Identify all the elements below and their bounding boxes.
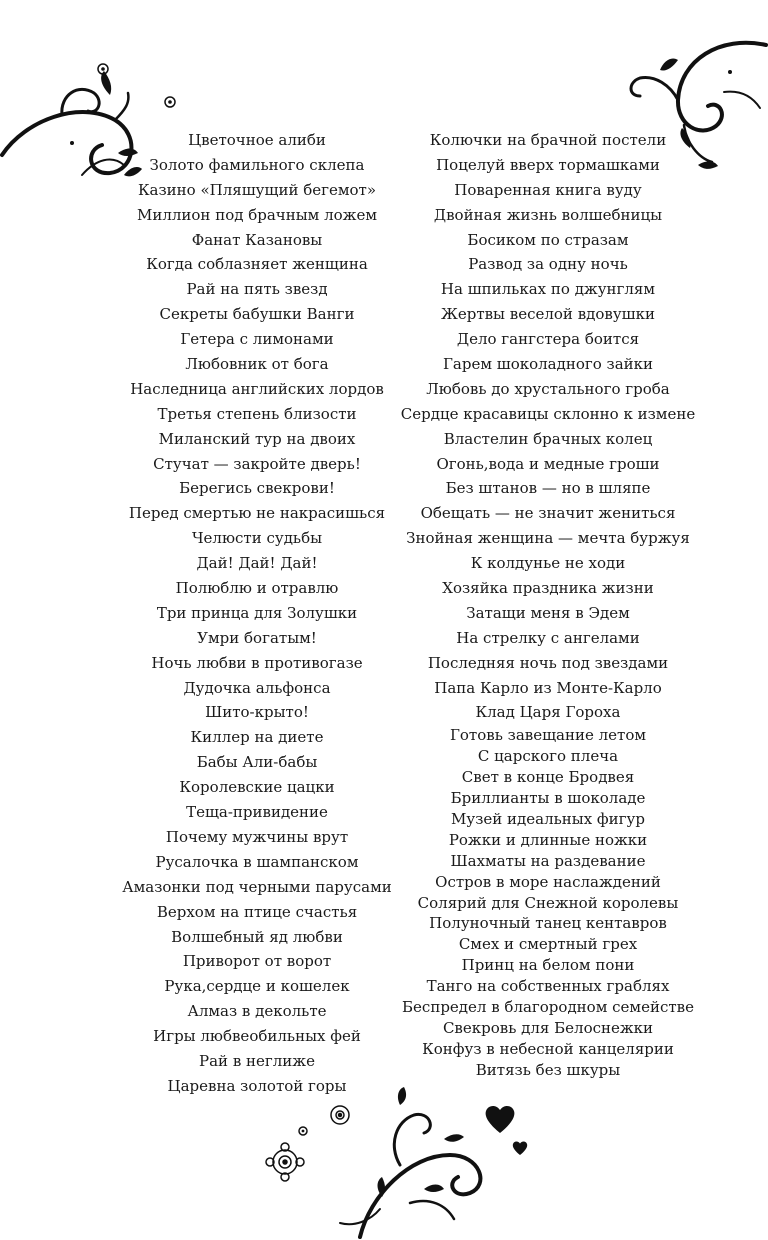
book-title: Дудочка альфонса — [183, 678, 331, 697]
book-title: Амазонки под черными парусами — [122, 877, 392, 896]
book-title: Хозяйка праздника жизни — [442, 579, 654, 598]
book-title: Наследница английских лордов — [130, 379, 384, 398]
book-title: Огонь,вода и медные гроши — [436, 454, 660, 473]
heart-icon — [486, 1106, 515, 1133]
book-title: Любовь до хрустального гроба — [426, 379, 670, 398]
book-title: Золото фамильного склепа — [149, 155, 365, 174]
book-title: Дай! Дай! Дай! — [196, 554, 318, 573]
book-title: Конфуз в небесной канцелярии — [422, 1039, 674, 1058]
book-title: Рожки и длинные ножки — [448, 830, 648, 849]
book-title: Царевна золотой горы — [167, 1076, 347, 1095]
book-title: Без штанов — но в шляпе — [445, 479, 651, 498]
book-title: Знойная женщина — мечта буржуя — [406, 529, 690, 548]
book-title: Клад Царя Гороха — [475, 703, 621, 722]
book-title: Последняя ночь под звездами — [427, 653, 669, 672]
book-title: Верхом на птице счастья — [156, 902, 358, 921]
book-title: Теща-привидение — [186, 803, 328, 822]
book-title: Поцелуй вверх тормашками — [436, 155, 660, 174]
book-title: Властелин брачных колец — [443, 429, 653, 448]
book-title: Полуночный танец кентавров — [429, 914, 667, 933]
book-title: Почему мужчины врут — [165, 827, 349, 846]
flower-icon — [266, 1143, 304, 1181]
book-title: Полюблю и отравлю — [175, 579, 339, 598]
book-title: Королевские цацки — [179, 778, 335, 797]
book-title: Челюсти судьбы — [191, 529, 323, 548]
book-title: Босиком по стразам — [467, 230, 629, 249]
book-title: Солярий для Снежной королевы — [417, 893, 679, 912]
book-title: Шахматы на раздевание — [450, 851, 646, 870]
book-title: С царского плеча — [477, 747, 619, 766]
book-list-left — [118, 128, 396, 1099]
book-title: Беспредел в благородном семействе — [402, 997, 694, 1016]
book-title: Колючки на брачной постели — [429, 131, 667, 149]
book-title: Алмаз в декольте — [187, 1002, 327, 1021]
book-title: Игры любвеобильных фей — [153, 1027, 361, 1046]
book-title: Готовь завещание летом — [449, 726, 647, 745]
book-title: Музей идеальных фигур — [451, 809, 645, 828]
book-title: Сердце красавицы склонно к измене — [400, 404, 696, 423]
book-title: Рука,сердце и кошелек — [164, 977, 350, 996]
book-title: Третья степень близости — [157, 404, 357, 423]
book-title: Папа Карло из Монте-Карло — [434, 678, 662, 697]
book-title: Поваренная книга вуду — [454, 180, 642, 199]
swirl-ornament-bottom — [250, 1085, 560, 1240]
book-title: Свекровь для Белоснежки — [442, 1018, 654, 1037]
book-title: Свет в конце Бродвея — [461, 768, 635, 787]
book-title: Стучат — закройте дверь! — [153, 454, 361, 473]
book-title: К колдунье не ходи — [470, 554, 626, 573]
book-title: Фанат Казановы — [191, 230, 323, 249]
book-title: Бриллианты в шоколаде — [450, 789, 646, 808]
book-title: Приворот от ворот — [182, 952, 332, 971]
book-title: Миллион под брачным ложем — [136, 205, 377, 224]
book-title: Гетера с лимонами — [180, 330, 334, 349]
book-title: Цветочное алиби — [188, 131, 326, 149]
book-title: Остров в море наслаждений — [435, 872, 661, 891]
book-title: На стрелку с ангелами — [456, 628, 640, 647]
book-title: Рай в неглиже — [199, 1051, 315, 1070]
book-title: Секреты бабушки Ванги — [159, 305, 355, 324]
book-title: Жертвы веселой вдовушки — [440, 305, 655, 324]
book-title: Дело гангстера боится — [456, 330, 640, 349]
book-title: Киллер на диете — [190, 728, 324, 747]
book-title: Двойная жизнь волшебницы — [433, 205, 663, 224]
book-title: На шпильках по джунглям — [440, 280, 656, 299]
book-title: Русалочка в шампанском — [155, 852, 359, 871]
book-title: Любовник от бога — [185, 355, 329, 374]
book-title: Развод за одну ночь — [468, 255, 628, 274]
book-title: Берегись свекрови! — [179, 479, 335, 498]
book-list-right — [400, 128, 696, 1081]
book-title: Казино «Пляшущий бегемот» — [137, 180, 377, 199]
book-title: Затащи меня в Эдем — [466, 603, 630, 622]
book-title: Гарем шоколадного зайки — [442, 355, 654, 374]
book-title: Умри богатым! — [197, 628, 317, 647]
book-title: Рай на пять звезд — [186, 280, 328, 299]
book-title: Когда соблазняет женщина — [146, 255, 368, 274]
book-title: Витязь без шкуры — [475, 1060, 621, 1079]
book-title: Миланский тур на двоих — [158, 429, 356, 448]
book-title: Три принца для Золушки — [156, 603, 358, 622]
book-title: Волшебный яд любви — [171, 927, 343, 946]
book-title: Шито-крыто! — [205, 703, 309, 722]
book-title: Принц на белом пони — [461, 956, 635, 975]
book-title: Смех и смертный грех — [458, 935, 638, 954]
book-title: Ночь любви в противогазе — [151, 653, 363, 672]
book-title: Перед смертью не накрасишься — [128, 504, 386, 523]
flower-icon — [331, 1106, 349, 1124]
book-title: Танго на собственных граблях — [426, 977, 670, 996]
flower-icon — [299, 1127, 307, 1135]
heart-icon — [513, 1141, 527, 1155]
flower-icon — [165, 97, 175, 107]
book-title: Бабы Али-бабы — [196, 753, 318, 772]
book-title: Обещать — не значит жениться — [420, 504, 676, 523]
